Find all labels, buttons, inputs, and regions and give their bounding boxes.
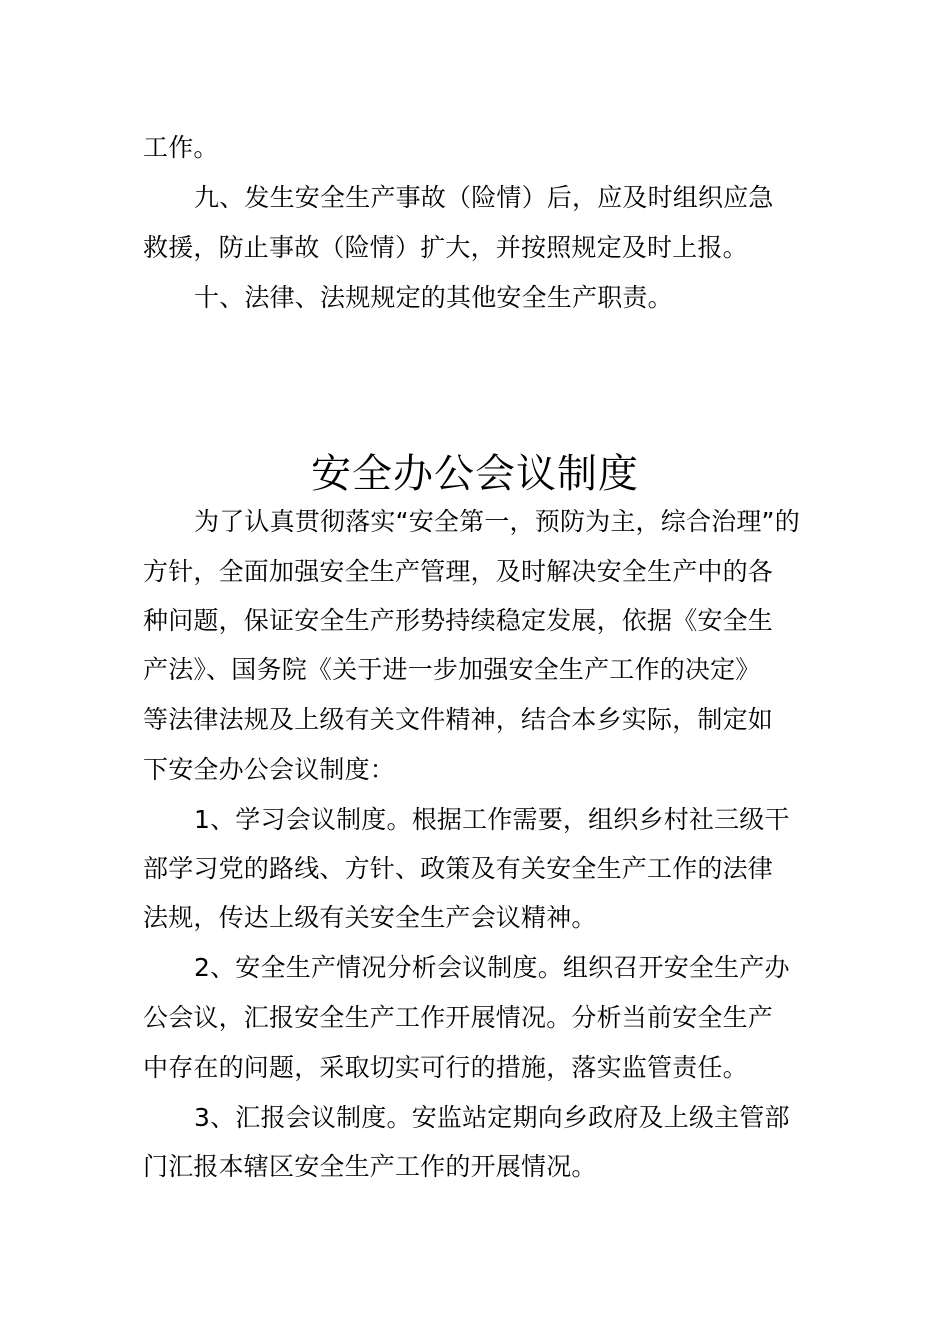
- text-line: 为了认真贯彻落实“安全第一，预防为主，综合治理”的: [194, 507, 800, 536]
- text-line: 种问题，保证安全生产形势持续稳定发展，依据《安全生: [143, 606, 774, 635]
- text-line: 下安全办公会议制度：: [143, 755, 396, 784]
- text-line: 部学习党的路线、方针、政策及有关安全生产工作的法律: [143, 854, 774, 883]
- text-line: 方针，全面加强安全生产管理，及时解决安全生产中的各: [143, 557, 774, 586]
- text-line: 救援，防止事故（险情）扩大，并按照规定及时上报。: [143, 233, 748, 262]
- text-line: 3、汇报会议制度。安监站定期向乡政府及上级主管部: [194, 1103, 790, 1132]
- text-line: 1、学习会议制度。根据工作需要，组织乡村社三级干: [194, 805, 790, 834]
- text-line: 产法》、国务院《关于进一步加强安全生产工作的决定》: [143, 655, 761, 684]
- text-line: 2、安全生产情况分析会议制度。组织召开安全生产办: [194, 953, 790, 982]
- text-line: 九、发生安全生产事故（险情）后，应及时组织应急: [194, 183, 774, 212]
- text-line: 公会议，汇报安全生产工作开展情况。分析当前安全生产: [143, 1003, 774, 1032]
- document-title: 安全办公会议制度: [311, 451, 639, 497]
- text-line: 十、法律、法规规定的其他安全生产职责。: [194, 283, 673, 312]
- text-line: 工作。: [143, 133, 219, 162]
- text-line: 法规，传达上级有关安全生产会议精神。: [143, 903, 597, 932]
- text-line: 等法律法规及上级有关文件精神，结合本乡实际，制定如: [143, 705, 774, 734]
- text-line: 中存在的问题，采取切实可行的措施，落实监管责任。: [143, 1053, 748, 1082]
- text-line: 门汇报本辖区安全生产工作的开展情况。: [143, 1152, 597, 1181]
